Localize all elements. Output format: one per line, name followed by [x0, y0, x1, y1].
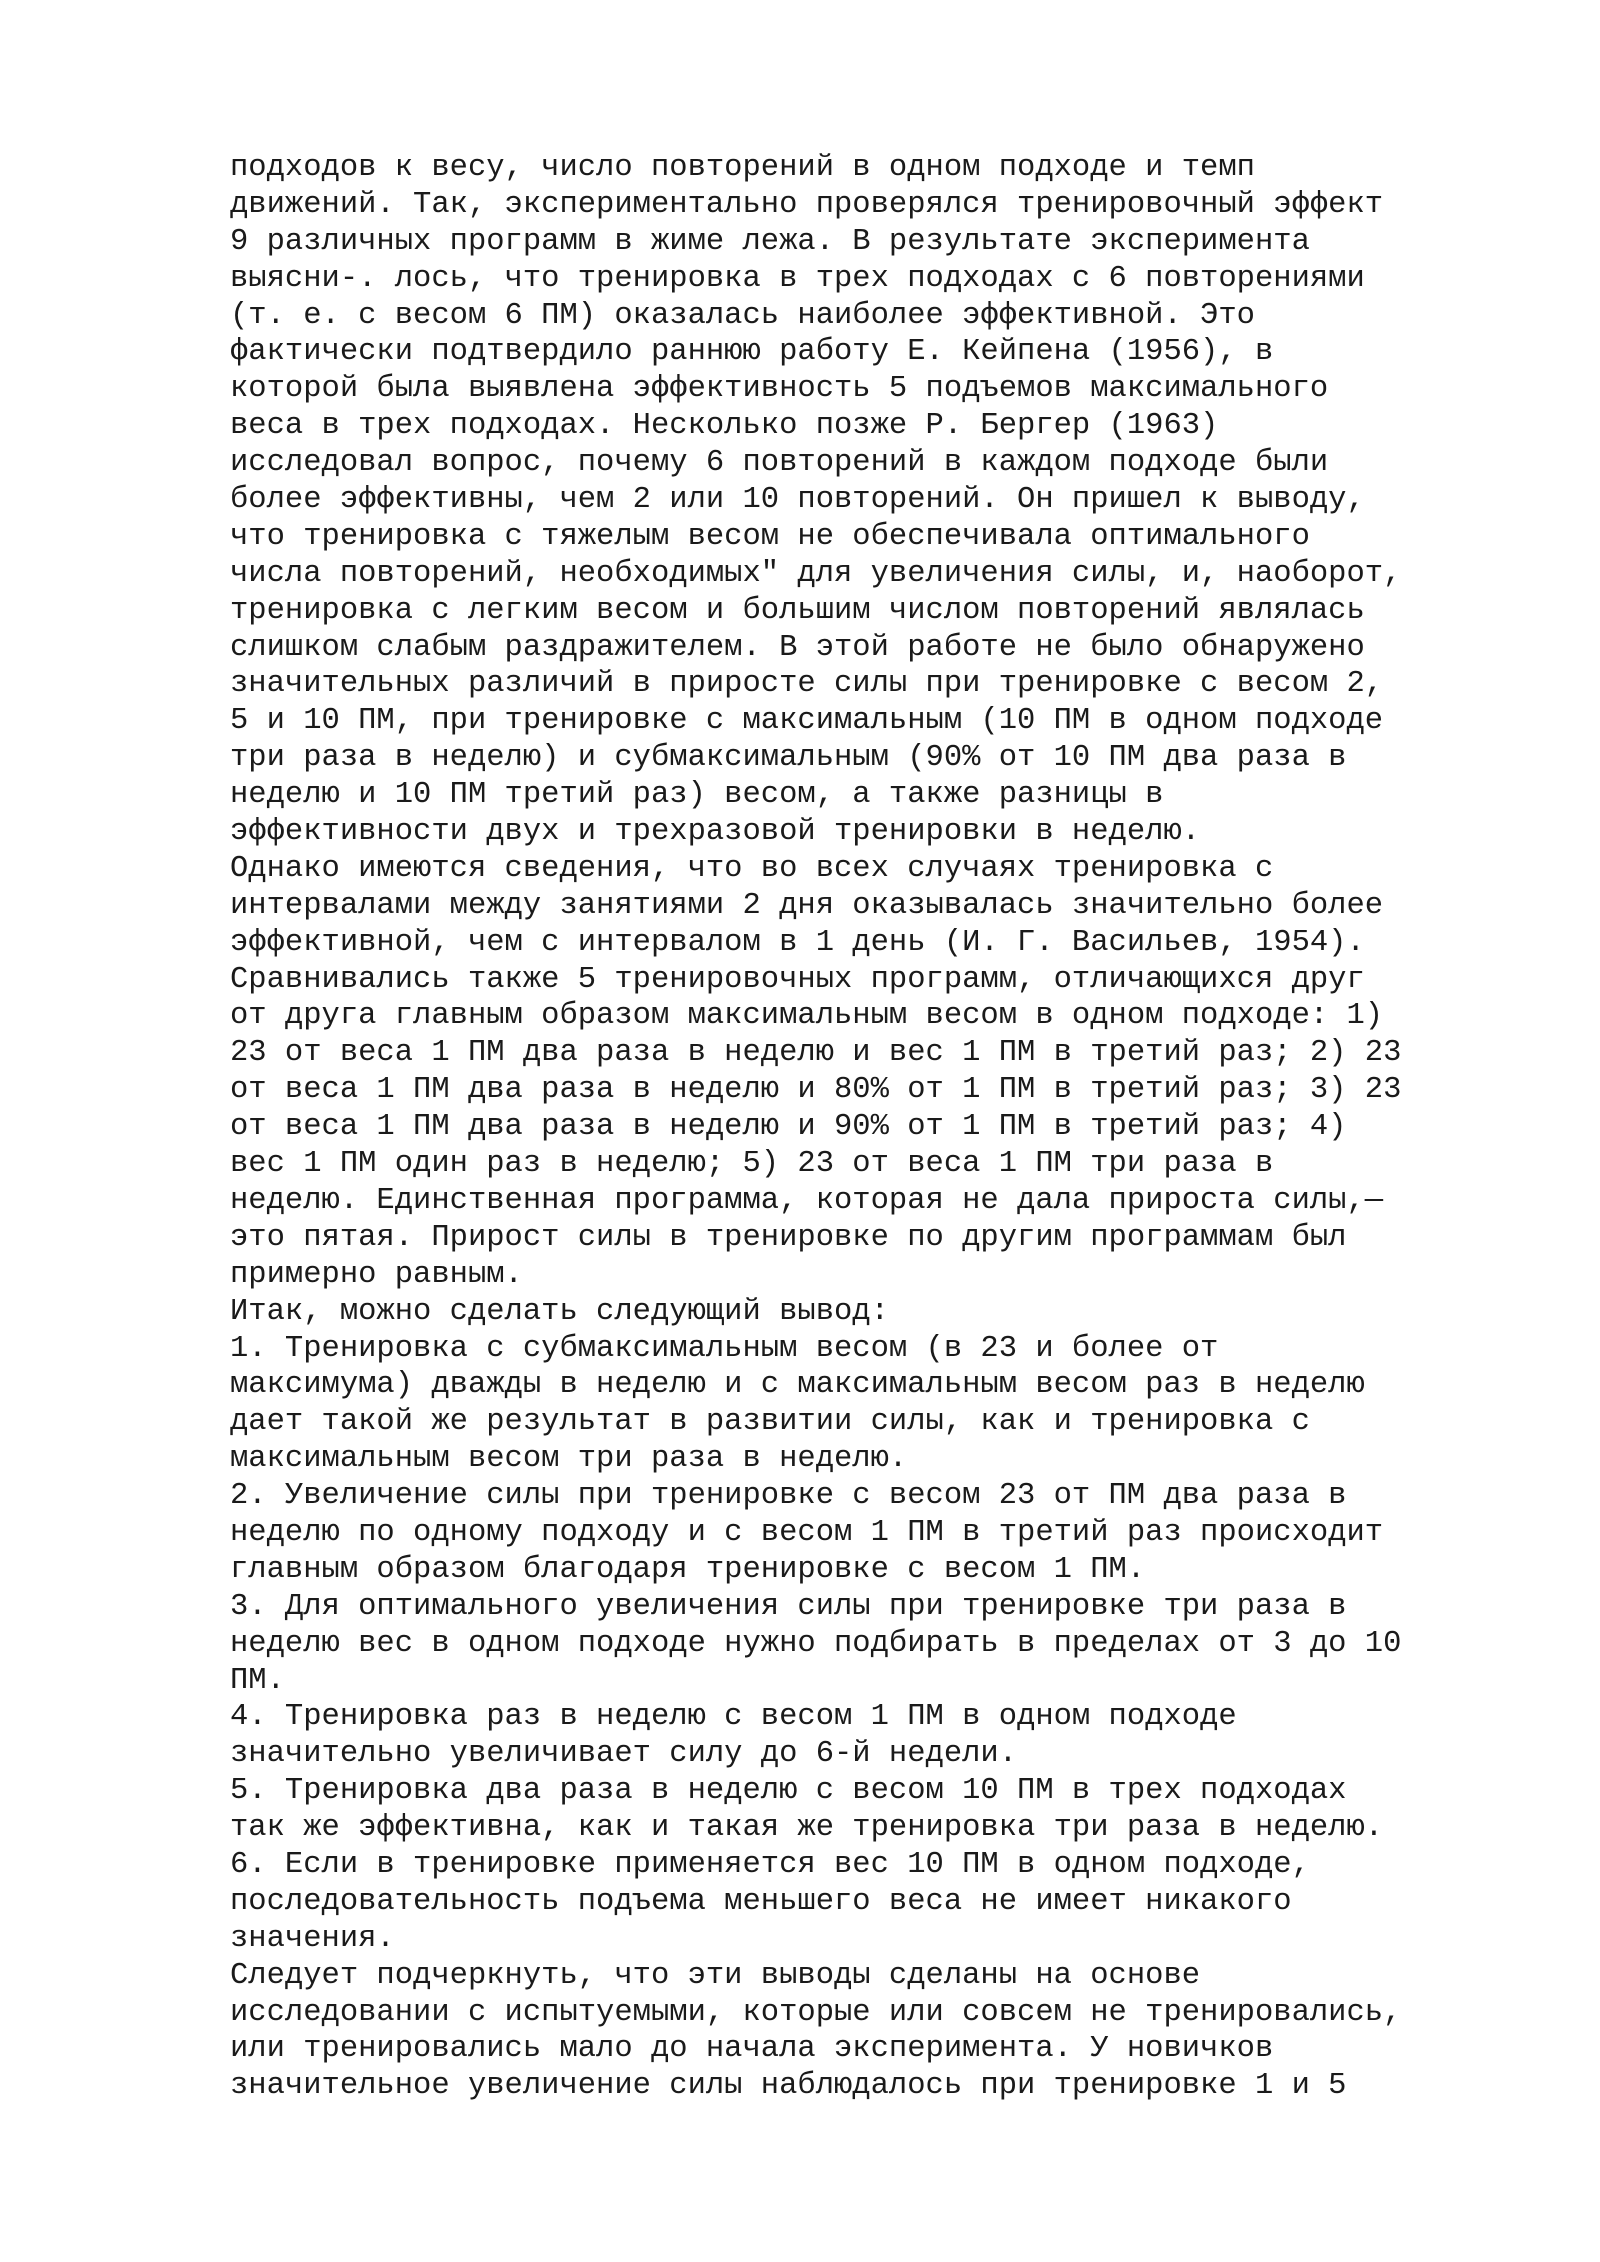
text-line: 5 и 10 ПМ, при тренировке с максимальным (10 ПМ в одном подходе: [230, 704, 1384, 739]
text-line: слишком слабым раздражителем. В этой работе не было обнаружено: [230, 630, 1365, 665]
text-line: от веса 1 ПМ два раза в неделю и 90% от 1 ПМ в третий раз; 4): [230, 1110, 1347, 1145]
text-line: тренировка с легким весом и большим числом повторений являлась: [230, 593, 1365, 628]
text-line: вес 1 ПМ один раз в неделю; 5) 23 от веса 1 ПМ три раза в: [230, 1147, 1274, 1182]
text-line: которой была выявлена эффективность 5 подъемов максимального: [230, 372, 1329, 407]
text-line: три раза в неделю) и субмаксимальным (90% от 10 ПМ два раза в: [230, 741, 1347, 776]
document-body-text: [230, 150, 1530, 2105]
text-line: исследовал вопрос, почему 6 повторений в каждом подходе были: [230, 446, 1329, 481]
text-line: дает такой же результат в развитии силы, как и тренировка с: [230, 1405, 1310, 1440]
text-line: Следует подчеркнуть, что эти выводы сделаны на основе: [230, 1958, 1201, 1993]
text-line: что тренировка с тяжелым весом не обеспечивала оптимального: [230, 519, 1310, 554]
text-line: неделю вес в одном подходе нужно подбирать в пределах от 3 до 10: [230, 1626, 1402, 1661]
text-line: Сравнивались также 5 тренировочных программ, отличающихся друг: [230, 962, 1365, 997]
text-line: интервалами между занятиями 2 дня оказывалась значительно более: [230, 888, 1384, 923]
text-line: исследовании с испытуемыми, которые или совсем не тренировались,: [230, 1995, 1402, 2030]
text-line: движений. Так, экспериментально проверялся тренировочный эффект: [230, 187, 1384, 222]
text-line: более эффективны, чем 2 или 10 повторений. Он пришел к выводу,: [230, 483, 1365, 518]
text-line: так же эффективна, как и такая же тренировка три раза в неделю.: [230, 1811, 1384, 1846]
text-line: неделю по одному подходу и с весом 1 ПМ в третий раз происходит: [230, 1515, 1384, 1550]
text-line: значительно увеличивает силу до 6-й недели.: [230, 1737, 1018, 1772]
text-line: числа повторений, необходимых" для увеличения силы, и, наоборот,: [230, 556, 1402, 591]
text-line: неделю и 10 ПМ третий раз) весом, а также разницы в: [230, 778, 1164, 813]
text-line: последовательность подъема меньшего веса не имеет никакого: [230, 1884, 1292, 1919]
text-line: (т. е. с весом 6 ПМ) оказалась наиболее эффективной. Это: [230, 298, 1255, 333]
text-line: 23 от веса 1 ПМ два раза в неделю и вес 1 ПМ в третий раз; 2) 23: [230, 1036, 1402, 1071]
text-line: 5. Тренировка два раза в неделю с весом 10 ПМ в трех подходах: [230, 1774, 1347, 1809]
text-line: эффективности двух и трехразовой тренировки в неделю.: [230, 815, 1201, 850]
text-line: Итак, можно сделать следующий вывод:: [230, 1294, 889, 1329]
text-line: веса в трех подходах. Несколько позже Р. Бергер (1963): [230, 409, 1219, 444]
text-line: главным образом благодаря тренировке с весом 1 ПМ.: [230, 1552, 1146, 1587]
text-line: максимальным весом три раза в неделю.: [230, 1442, 908, 1477]
text-line: 4. Тренировка раз в неделю с весом 1 ПМ в одном подходе: [230, 1700, 1237, 1735]
text-line: значительное увеличение силы наблюдалось при тренировке 1 и 5: [230, 2069, 1347, 2104]
text-line: выясни-. лось, что тренировка в трех подходах с 6 повторениями: [230, 261, 1365, 296]
text-line: от друга главным образом максимальным весом в одном подходе: 1): [230, 999, 1384, 1034]
text-line: Однако имеются сведения, что во всех случаях тренировка с: [230, 851, 1274, 886]
text-line: неделю. Единственная программа, которая не дала прироста силы,—: [230, 1183, 1384, 1218]
text-line: примерно равным.: [230, 1257, 523, 1292]
text-line: или тренировались мало до начала эксперимента. У новичков: [230, 2032, 1274, 2067]
text-line: от веса 1 ПМ два раза в неделю и 80% от 1 ПМ в третий раз; 3) 23: [230, 1073, 1402, 1108]
text-line: ПМ.: [230, 1663, 285, 1698]
text-line: 1. Тренировка с субмаксимальным весом (в 23 и более от: [230, 1331, 1219, 1366]
text-line: значения.: [230, 1921, 395, 1956]
text-line: эффективной, чем с интервалом в 1 день (И. Г. Васильев, 1954).: [230, 925, 1365, 960]
text-line: 3. Для оптимального увеличения силы при тренировке три раза в: [230, 1589, 1347, 1624]
text-line: фактически подтвердило раннюю работу Е. Кейпена (1956), в: [230, 335, 1274, 370]
text-line: это пятая. Прирост силы в тренировке по другим программам был: [230, 1220, 1347, 1255]
text-line: значительных различий в приросте силы при тренировке с весом 2,: [230, 667, 1384, 702]
text-line: 2. Увеличение силы при тренировке с весом 23 от ПМ два раза в: [230, 1479, 1347, 1514]
text-line: подходов к весу, число повторений в одном подходе и темп: [230, 151, 1255, 185]
text-line: максимума) дважды в неделю и с максимальным весом раз в неделю: [230, 1368, 1365, 1403]
text-line: 9 различных программ в жиме лежа. В результате эксперимента: [230, 224, 1310, 259]
text-line: 6. Если в тренировке применяется вес 10 ПМ в одном подходе,: [230, 1847, 1310, 1882]
